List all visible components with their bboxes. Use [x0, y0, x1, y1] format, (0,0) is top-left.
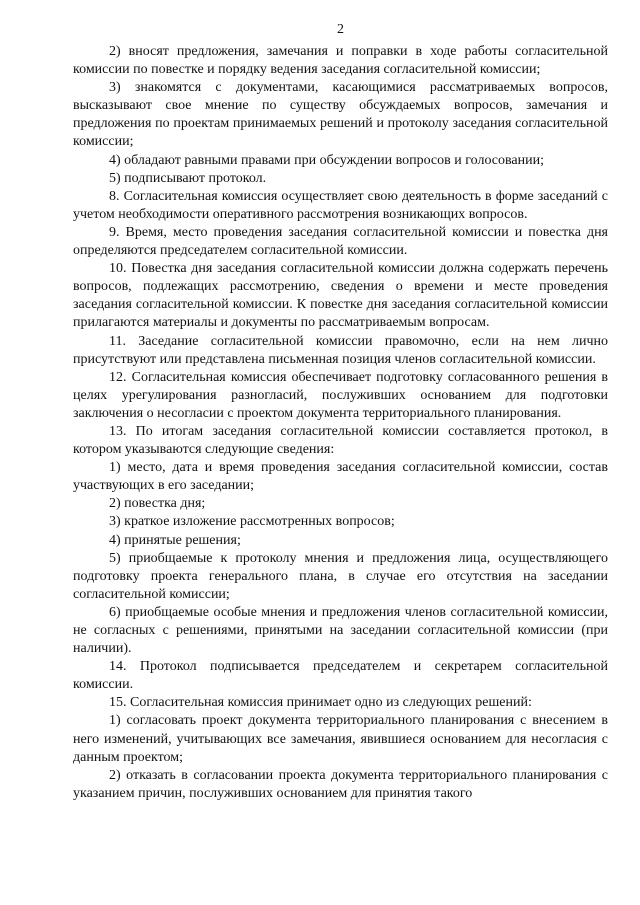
document-page — [73, 0, 608, 803]
paragraph: 1) место, дата и время проведения заседания согласительной комиссии, состав участвующих в его заседании; — [73, 460, 608, 494]
paragraph: 8. Согласительная комиссия осуществляет свою деятельность в форме заседаний с учетом необходимости оперативного рассмотрения возникающих вопросов. — [73, 188, 608, 222]
paragraph: 11. Заседание согласительной комиссии правомочно, если на нем лично присутствуют или представлена письменная позиция членов согласительной комиссии. — [73, 333, 608, 367]
paragraph: 4) обладают равными правами при обсуждении вопросов и голосовании; — [109, 152, 545, 168]
paragraph: 2) повестка дня; — [109, 496, 206, 512]
paragraph: 12. Согласительная комиссия обеспечивает подготовку согласованного решения в целях урегулирования разногласий, послуживших основанием для подготовки заключения о несогласии с проектом документа территориального планирования. — [73, 369, 608, 421]
paragraph: 2) вносят предложения, замечания и поправки в ходе работы согласительной комиссии по повестке и порядку ведения заседания согласительной комиссии; — [73, 44, 608, 78]
paragraph: 3) краткое изложение рассмотренных вопросов; — [109, 514, 395, 530]
paragraph: 15. Согласительная комиссия принимает одно из следующих решений: — [109, 695, 532, 711]
paragraph: 10. Повестка дня заседания согласительной комиссии должна содержать перечень вопросов, подлежащих рассмотрению, сведения о времени и месте проведения заседания согласительной комиссии. К повестке дня заседания согласительной комиссии прилагаются материалы и документы по рассматриваемым вопросам. — [73, 261, 608, 331]
paragraph: 1) согласовать проект документа территориального планирования с внесением в него изменений, учитывающих все замечания, явившиеся основанием для несогласия с данным проектом; — [73, 713, 608, 765]
paragraph: 5) подписывают протокол. — [109, 170, 267, 186]
paragraph: 6) приобщаемые особые мнения и предложения членов согласительной комиссии, не согласных с решениями, принятыми на заседании согласительной комиссии (при наличии). — [73, 604, 608, 657]
paragraph: 9. Время, место проведения заседания согласительной комиссии и повестка дня определяются председателем согласительной комиссии. — [73, 224, 608, 259]
page-number: 2 — [337, 22, 344, 37]
document-body — [73, 43, 608, 803]
paragraph: 3) знакомятся с документами, касающимися рассматриваемых вопросов, высказывают свое мнение по существу обсуждаемых вопросов, замечания и предложения по проектам принимаемых решений и протоколу заседания согласительной комиссии; — [73, 80, 608, 150]
paragraph: 2) отказать в согласовании проекта документа территориального планирования с указанием причин, послуживших основанием для принятия такого — [73, 767, 608, 801]
paragraph: 5) приобщаемые к протоколу мнения и предложения лица, осуществляющего подготовку проекта генерального плана, в случае его отсутствия на заседании согласительной комиссии; — [73, 550, 608, 602]
paragraph: 4) принятые решения; — [109, 532, 241, 548]
paragraph: 14. Протокол подписывается председателем и секретарем согласительной комиссии. — [73, 659, 608, 693]
paragraph: 13. По итогам заседания согласительной комиссии составляется протокол, в котором указываются следующие сведения: — [73, 423, 608, 458]
